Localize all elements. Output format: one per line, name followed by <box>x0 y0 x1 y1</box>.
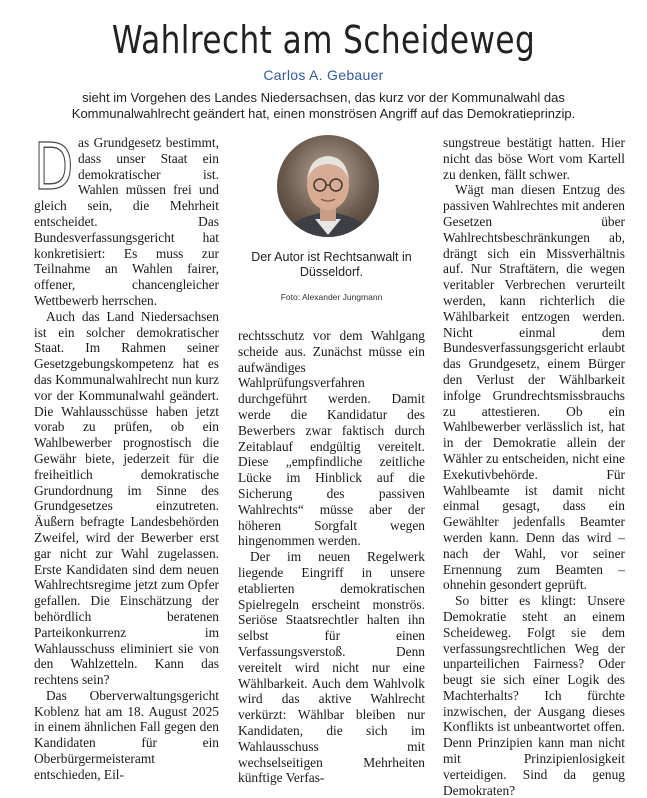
paragraph: So bitter es klingt: Unsere Demokratie steht an einem Scheideweg. Folgt sie dem verfassungsrechtlichen Weg der unparteilichen Fairness? Oder beugt sie sich einer Logik des Machterhalts? Ich fürchte inzwischen, der Ausgang dieses Konflikts ist unbeantwortet offen. Denn Prinzipien kann man nicht mit Prinzipienlosigkeit verteidigen. Sind da genug Demokraten? <box>443 593 625 798</box>
headline: Wahlrecht am Scheideweg <box>111 18 536 62</box>
author-portrait <box>277 135 379 237</box>
paragraph: Der im neuen Regelwerk liegende Eingriff in unsere etablierten demokratischen Spielregeln erscheint monströs. Seriöse Staatsrechtler halten ihn selbst für einen Verfassungsverstoß. Denn vereitelt wird nicht nur eine Wählbarkeit. Auch dem Wahlvolk wird das aktive Wahlrecht verkürzt: Wählbar bleiben nur Kandidaten, die sich im Wahlausschuss mit wechselseitigen Mehrheiten künftige Verfas- <box>238 549 425 786</box>
portrait-image <box>277 135 379 237</box>
lead-text: sieht im Vorgehen des Landes Niedersachsen, das kurz vor der Kommunalwahl das Kommunalwahlrecht geändert hat, einen monströsen Angriff auf das Demokratieprinzip. <box>71 90 576 121</box>
paragraph: sungstreue bestätigt hatten. Hier nicht das böse Wort vom Kartell zu denken, fällt schwer. <box>443 135 625 182</box>
paragraph: Auch das Land Niedersachsen ist ein solcher demokratischer Staat. Im Rahmen seiner Gesetzgebungskompetenz hat es das Kommunalwahlrecht nun kurz vor der Kommunalwahl geändert. Die Wahlausschüsse haben jetzt vorab zu prüfen, ob ein Wahlbewerber prognostisch die Gewähr biete, jederzeit für die freiheitlich demokratische Grundordnung im Sinne des Grundgesetzes einzutreten. Äußern befragte Landesbehörden Zweifel, wird der Bewerber erst gar nicht zur Wahl zugelassen. Erste Kandidaten sind dem neuen Wahlrechtsregime jetzt zum Opfer gefallen. Die Einschätzung der behördlich beratenen Parteikonkurrenz im Wahlausschuss eliminiert sie von den Wahlzetteln. Kann das rechtens sein? <box>34 308 219 688</box>
paragraph: rechtsschutz vor dem Wahlgang scheide aus. Zunächst müsse ein aufwändiges Wahlprüfungsverfahren durchgeführt werden. Damit werde die Kandidatur des Bewerbers zwar faktisch durch Zeitablauf endgültig vereitelt. Diese „empfindliche zeitliche Lücke im Hinblick auf die Sicherung des passiven Wahlrechts“ müsse aber der höheren Sorgfalt wegen hingenommen werden. <box>238 328 425 549</box>
article-column-3 <box>443 135 625 798</box>
paragraph: as Grundgesetz bestimmt, dass unser Staat ein demokratischer ist. Wahlen müssen frei und gleich sein, die Mehrheit entscheidet. Das Bundesverfassungsgericht hat konkretisiert: Es muss zur Teilnahme an Wahlen fairer, offener, chancengleicher Wettbewerb herrschen. <box>34 135 219 308</box>
paragraph: Das Oberverwaltungsgericht Koblenz hat am 18. August 2025 in einem ähnlichen Fall gegen den Kandidaten für ein Oberbürgermeisteramt entschieden, Eil- <box>34 687 219 782</box>
photo-caption: Der Autor ist Rechtsanwalt in Düsseldorf. <box>251 250 412 279</box>
author-name: Carlos A. Gebauer <box>263 67 384 83</box>
article-column-2 <box>238 328 425 786</box>
drop-cap: D <box>34 131 74 205</box>
paragraph: Wägt man diesen Entzug des passiven Wahlrechtes mit anderen Gesetzen über Wahlrechtsbeschränkungen ab, drängt sich ein Missverhältnis auf. Nur Straftätern, die wegen veritabler Verbrechen verurteilt werden, kann richterlich die Wählbarkeit entzogen werden. Nicht einmal dem Bundesverfassungsgericht erlaubt das Grundgesetz, einem Bürger den Verlust der Wählbarkeit infolge Grundrechtsmissbrauchs zu attestieren. Ob ein Wahlbewerber verlässlich ist, hat in der Demokratie allein der Wähler zu entscheiden, nicht eine Exekutivbehörde. Für Wahlbeamte ist damit nicht einmal gesagt, dass ein Gewählter jedenfalls Beamter werden kann. Denn das wird – nach der Wahl, vor seiner Ernennung zum Beamten – ohnehin gesondert geprüft. <box>443 182 625 593</box>
photo-credit: Foto: Alexander Jungmann <box>280 292 383 302</box>
